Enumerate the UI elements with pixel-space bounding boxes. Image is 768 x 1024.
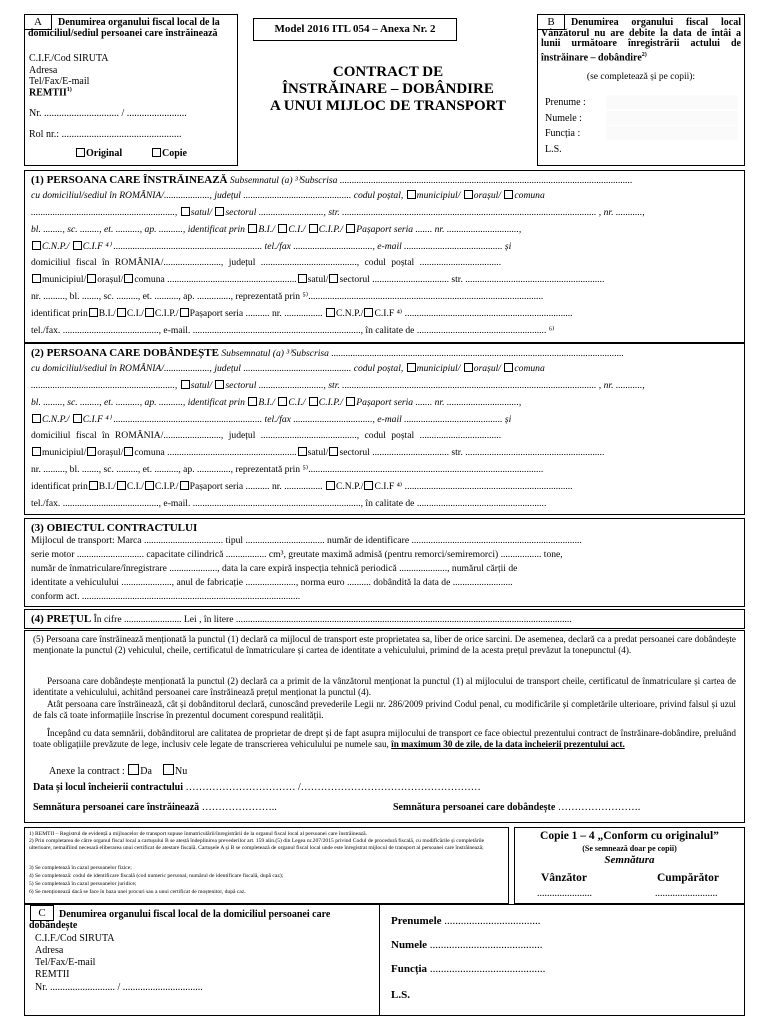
s2-line-8: nr. ........., bl. ......., sc. ........., et. .........., ap. .............., reprezentată prin ⁵⁾..................................................................................................	[31, 464, 544, 475]
s5-paragraph-2: Persoana care dobândește menționată la punctul (2) declară ca a primit de la vânzătorul menționat la punctul (1) al mijlocului de transport cheile, certificatul de înmatriculare și cartea de identitate a vehiculului, achitând persoanei care înstrăinează prețul menționat la punctul (4).	[33, 676, 736, 698]
box-a-letter: A	[24, 14, 52, 30]
s1-bi-checkbox[interactable]	[248, 224, 257, 233]
s1-pasaport-checkbox[interactable]	[346, 224, 355, 233]
box-b-note: (se completează și pe copii):	[586, 72, 696, 82]
contract-title: CONTRACT DE ÎNSTRĂINARE – DOBÂNDIRE A UNUI MIJLOC DE TRANSPORT	[270, 64, 506, 114]
s2-line-10: tel./fax. ........................................, e-mail. ......................................................................, în calitate de ......................................................	[31, 498, 547, 509]
copy-cumparator: Cumpărător	[657, 872, 719, 884]
s1-fiscal-satul-checkbox[interactable]	[298, 274, 307, 283]
s2-line-5: C.N.P./ C.I.F ⁴⁾ .............................................................. tel./fax ................................., e-mail ......................................... și	[31, 414, 738, 426]
s1-line-1: (1) PERSOANA CARE ÎNSTRĂINEAZĂ Subsemnatul (a) ³⁾Subscrisa ..........................................................................................................................	[31, 174, 633, 186]
box-b-nume-field[interactable]	[606, 111, 738, 125]
s2-line-4: bl. ........, sc. ........, et. .........., ap. .........., identificat prin B.I./ C.I./ C.I.P./ Pașaport seria ....... nr. ..............................,	[31, 397, 522, 408]
copie-option[interactable]: Copie	[151, 148, 187, 159]
section-1-seller	[24, 170, 745, 343]
s3-line-2: serie motor ............................ capacitate cilindrică ................. cm³, greutate maximă admisă (pentru remorci/semiremorci) ................. tone,	[31, 549, 563, 560]
s1-fiscal-municipiul-checkbox[interactable]	[32, 274, 41, 283]
box-c-title: Denumirea organului fiscal local de la domiciliul persoanei care dobândește	[29, 909, 331, 931]
s2-satul-checkbox[interactable]	[181, 380, 190, 389]
original-checkbox[interactable]	[76, 148, 85, 157]
copy-vanzator: Vânzător	[541, 872, 587, 884]
s1-id-cnp-checkbox[interactable]	[326, 308, 335, 317]
box-b-functia-field[interactable]	[606, 126, 738, 140]
s2-cnp-checkbox[interactable]	[32, 414, 41, 423]
s1-orasul-checkbox[interactable]	[464, 190, 473, 199]
s2-pasaport-checkbox[interactable]	[346, 397, 355, 406]
footnote-5: 5) Se completează în cazul persoanelor juridice;	[29, 881, 137, 887]
footnote-6: 6) Se menționează dacă se face în baza unei procuri sau a unui certificat de moștenitor, după caz.	[29, 889, 246, 895]
s3-line-1: Mijlocul de transport: Marca ................................. tipul ................................. număr de identificare .......................................................................	[31, 535, 582, 546]
s5-semnatura-vanzator: Semnătura persoanei care înstrăinează …………………..	[33, 802, 277, 813]
copy-cumparator-signature[interactable]: .........................	[655, 888, 718, 899]
s2-fiscal-sectorul-checkbox[interactable]	[329, 447, 338, 456]
box-b-prenume-field[interactable]	[606, 95, 738, 109]
footnote-4: 4) Se completează: codul de identificare fiscală (cod numeric personal, numărul de identificare fiscală, după caz);	[29, 873, 284, 879]
s1-sectorul-checkbox[interactable]	[215, 207, 224, 216]
box-b-ls: L.S.	[545, 144, 562, 155]
s4-line: (4) PREȚUL În cifre ........................ Lei , în litere ............................................................................................................................................	[31, 613, 572, 625]
s1-fiscal-sectorul-checkbox[interactable]	[329, 274, 338, 283]
s2-municipiul-checkbox[interactable]	[407, 363, 416, 372]
model-label: Model 2016 ITL 054 – Anexa Nr. 2	[253, 18, 457, 41]
copy-vanzator-signature[interactable]: ......................	[537, 888, 592, 899]
box-c-divider	[379, 905, 380, 1015]
box-c	[24, 904, 745, 1016]
copy-subtitle: (Se semnează doar pe copii)	[582, 844, 677, 853]
box-c-remtii: REMTII	[35, 969, 70, 980]
s1-municipiul-checkbox[interactable]	[407, 190, 416, 199]
s2-line-2: cu domiciliul/sediul în ROMÂNIA/..................., județul ............................................. codul poștal, municipiul/ orașul/ comuna	[31, 363, 545, 374]
s5-paragraph-4: Începând cu data semnării, dobânditorul are calitatea de proprietar de drept și de fapt asupra mijlocului de transport ce face obiectul prezentului contract de înstrăinare-dobândire, preluând toate obligațiile prevăzute de lege, inclusiv cele legate de transcrierea vehiculului pe numele sau, în maximum 30 de zile, de la data încheierii prezentului act.	[33, 728, 736, 750]
s2-line-1: (2) PERSOANA CARE DOBÂNDEȘTE Subsemnatul (a) ³⁾Subscrisa ..........................................................................................................................	[31, 347, 624, 359]
s3-heading: (3) OBIECTUL CONTRACTULUI	[31, 522, 198, 534]
s1-line-2: cu domiciliul/sediul în ROMÂNIA/..................., județul ............................................. codul poștal, municipiul/ orașul/ comuna	[31, 190, 545, 201]
footnotes-box	[24, 827, 509, 904]
section-2-buyer	[24, 343, 745, 515]
s2-line-6: domiciliul fiscal în ROMÂNIA/........................, județul ........................................, codul poștal ..................................	[31, 430, 502, 441]
box-c-letter: C	[30, 905, 54, 921]
s1-fiscal-orasul-checkbox[interactable]	[87, 274, 96, 283]
box-c-prenume: Prenumele ...................................	[391, 915, 541, 927]
s5-data-locul: Data și locul încheierii contractului …………………………… /………………………………………………	[33, 782, 481, 793]
box-c-functia: Funcția ..........................................	[391, 963, 546, 975]
box-a-nr: Nr. .............................. / ........................	[29, 108, 187, 119]
copy-signature-label: Semnătura	[604, 854, 655, 866]
s2-id-pasaport-checkbox[interactable]	[180, 481, 189, 490]
box-c-tel: Tel/Fax/E-mail	[35, 957, 96, 968]
s1-line-9: identificat prin B.I./ C.I./ C.I.P./ Pașaport seria .......... nr. ................ C.N.P./ C.I.F ⁴⁾ ......................................................................	[31, 308, 573, 319]
s1-line-4: bl. ........, sc. ........, et. .........., ap. .........., identificat prin B.I./ C.I./ C.I.P./ Pașaport seria ....... nr. ..............................,	[31, 224, 522, 235]
s1-id-cif-checkbox[interactable]	[364, 308, 373, 317]
s5-anexe: Anexe la contract : Da Nu	[49, 766, 188, 777]
copie-checkbox[interactable]	[152, 148, 161, 157]
s2-comuna-checkbox[interactable]	[504, 363, 513, 372]
copy-conformity-box	[514, 827, 745, 904]
footnote-2: 2) Prin completarea de către organul fiscal local a cartușului B se atestă îndeplinirea prevederilor art. 159 alin.(5) din Legea nr.207/2015 privind Codul de procedură fiscală, cu modificările și completările ulterioare, nemaifiind necesară eliberarea unui certificat de atestare fiscală. Cartușele A și B se completează de organul fiscal local unde este înregistrat mijlocul de transport al persoanei care înstrăinează;	[29, 838, 485, 851]
s1-fiscal-comuna-checkbox[interactable]	[124, 274, 133, 283]
box-c-adresa: Adresa	[35, 945, 64, 956]
s1-cnp-checkbox[interactable]	[32, 241, 41, 250]
anexe-nu-checkbox[interactable]	[163, 764, 174, 775]
s2-line-7: municipiul/ orașul/ comuna ...................................................... satul/ sectorul ................................ str. ..........................................................	[31, 447, 738, 459]
box-a-tel: Tel/Fax/E-mail	[29, 76, 90, 87]
section-5-declarations	[24, 630, 745, 823]
s2-cif-checkbox[interactable]	[73, 414, 82, 423]
box-a-adresa: Adresa	[29, 65, 58, 76]
box-b	[537, 14, 745, 166]
s1-satul-checkbox[interactable]	[181, 207, 190, 216]
s5-paragraph-1: (5) Persoana care înstrăinează menționată la punctul (1) declară ca mijlocul de transport este proprietatea sa, liber de orice sarcini. De asemenea, declară ca a predat persoanei care dobândește menționate la punctul (2) vehiculul, cheile, certificatul de înmatriculare și cartea de identitate a vehiculului, primind de la acesta prețul prevăzut la tonepunctul (4).	[33, 634, 736, 656]
box-b-letter: B	[537, 14, 565, 30]
s2-line-3: ............................................................, satul/ sectorul ..........................., str. .......................................................................................................... , nr. ...........,	[31, 380, 645, 391]
s1-cip-checkbox[interactable]	[309, 224, 318, 233]
box-a-rol: Rol nr.: ................................................	[29, 129, 182, 140]
s1-line-10: tel./fax. ........................................, e-mail. ......................................................................, în calitate de ...................................................... ⁶⁾	[31, 325, 555, 336]
s2-id-cip-checkbox[interactable]	[145, 481, 154, 490]
s3-line-3: număr de înmatriculare/înregistrare ...................., data la care expiră inspecția tehnică periodică ...................., numărul cărții de	[31, 563, 518, 574]
box-c-cif: C.I.F./Cod SIRUTA	[35, 933, 115, 944]
s2-id-ci-checkbox[interactable]	[117, 481, 126, 490]
s3-line-5: conform act. ...........................................................................................	[31, 591, 301, 602]
s2-ci-checkbox[interactable]	[278, 397, 287, 406]
box-a-remtii: REMTII$^{1)}$	[29, 87, 72, 99]
box-c-ls: L.S.	[391, 989, 410, 1001]
box-c-nr: Nr. .......................... / ................................	[35, 982, 203, 993]
original-option[interactable]: Original	[75, 148, 122, 159]
s2-fiscal-orasul-checkbox[interactable]	[87, 447, 96, 456]
footnote-1: 1) REMTII – Registrul de evidență a mijloacelor de transport supuse înmatriculării/înregistrării de la organul fiscal local al persoanei care înstrăinează.	[29, 831, 368, 837]
s5-paragraph-3: Atât persoana care înstrăinează, cât și dobânditorul declară, cunoscând prevederile Legii nr. 286/2009 privind Codul penal, cu modificările și completările ulterioare, privind falsul și uzul de fals că toate informațiile înscrise în prezentul document corespund realității.	[33, 699, 736, 721]
s3-line-4: identitate a vehiculului ....................., anul de fabricație ....................., norma euro .......... dobândită la data de .........................	[31, 577, 513, 588]
s2-id-cif-checkbox[interactable]	[364, 481, 373, 490]
box-c-nume: Numele .........................................	[391, 939, 543, 951]
section-4-price	[24, 609, 745, 629]
s2-orasul-checkbox[interactable]	[464, 363, 473, 372]
s2-fiscal-satul-checkbox[interactable]	[298, 447, 307, 456]
s1-id-cip-checkbox[interactable]	[145, 308, 154, 317]
box-b-functia: Funcția :	[545, 128, 581, 139]
s1-line-6: domiciliul fiscal în ROMÂNIA/........................, județul ........................................, codul poștal ..................................	[31, 257, 502, 268]
copy-title: Copie 1 – 4 „Conform cu originalul”	[540, 830, 719, 842]
box-b-prenume: Prenume :	[545, 97, 586, 108]
s1-cif-checkbox[interactable]	[73, 241, 82, 250]
s1-ci-checkbox[interactable]	[278, 224, 287, 233]
s5-semnatura-cumparator: Semnătura persoanei care dobândește …………………….	[393, 802, 641, 813]
box-b-title: Denumirea organului fiscal local Vânzătorul nu are debite la data de întâi a lunii următoare înregistrării actului de înstrăinare – dobândire$^{2)}$	[541, 17, 741, 64]
box-a-cif: C.I.F./Cod SIRUTA	[29, 53, 109, 64]
s2-line-9: identificat prin B.I./ C.I./ C.I.P./ Pașaport seria .......... nr. ................ C.N.P./ C.I.F ⁴⁾ ......................................................................	[31, 481, 573, 492]
s2-bi-checkbox[interactable]	[248, 397, 257, 406]
s1-id-pasaport-checkbox[interactable]	[180, 308, 189, 317]
s2-id-cnp-checkbox[interactable]	[326, 481, 335, 490]
s1-line-3: ............................................................, satul/ sectorul ..........................., str. .......................................................................................................... , nr. ...........,	[31, 207, 645, 218]
s2-sectorul-checkbox[interactable]	[215, 380, 224, 389]
anexe-da-checkbox[interactable]	[128, 764, 139, 775]
section-3-object	[24, 518, 745, 607]
s2-fiscal-comuna-checkbox[interactable]	[124, 447, 133, 456]
s1-comuna-checkbox[interactable]	[504, 190, 513, 199]
s1-line-8: nr. ........., bl. ......., sc. ........., et. .........., ap. .............., reprezentată prin ⁵⁾..................................................................................................	[31, 291, 544, 302]
s2-cip-checkbox[interactable]	[309, 397, 318, 406]
s1-line-7: municipiul/ orașul/ comuna ...................................................... satul/ sectorul ................................ str. ..........................................................	[31, 274, 738, 286]
s1-id-bi-checkbox[interactable]	[89, 308, 98, 317]
s1-line-5: C.N.P./ C.I.F ⁴⁾ .............................................................. tel./fax ................................., e-mail ......................................... și	[31, 241, 738, 253]
footnote-3: 3) Se completează în cazul persoanelor fizice;	[29, 865, 132, 871]
s2-id-bi-checkbox[interactable]	[89, 481, 98, 490]
box-a	[24, 14, 238, 166]
box-b-nume: Numele :	[545, 113, 582, 124]
s1-id-ci-checkbox[interactable]	[117, 308, 126, 317]
s2-fiscal-municipiul-checkbox[interactable]	[32, 447, 41, 456]
box-a-title: Denumirea organului fiscal local de la domiciliul/sediul persoanei care înstrăinează	[28, 17, 220, 39]
